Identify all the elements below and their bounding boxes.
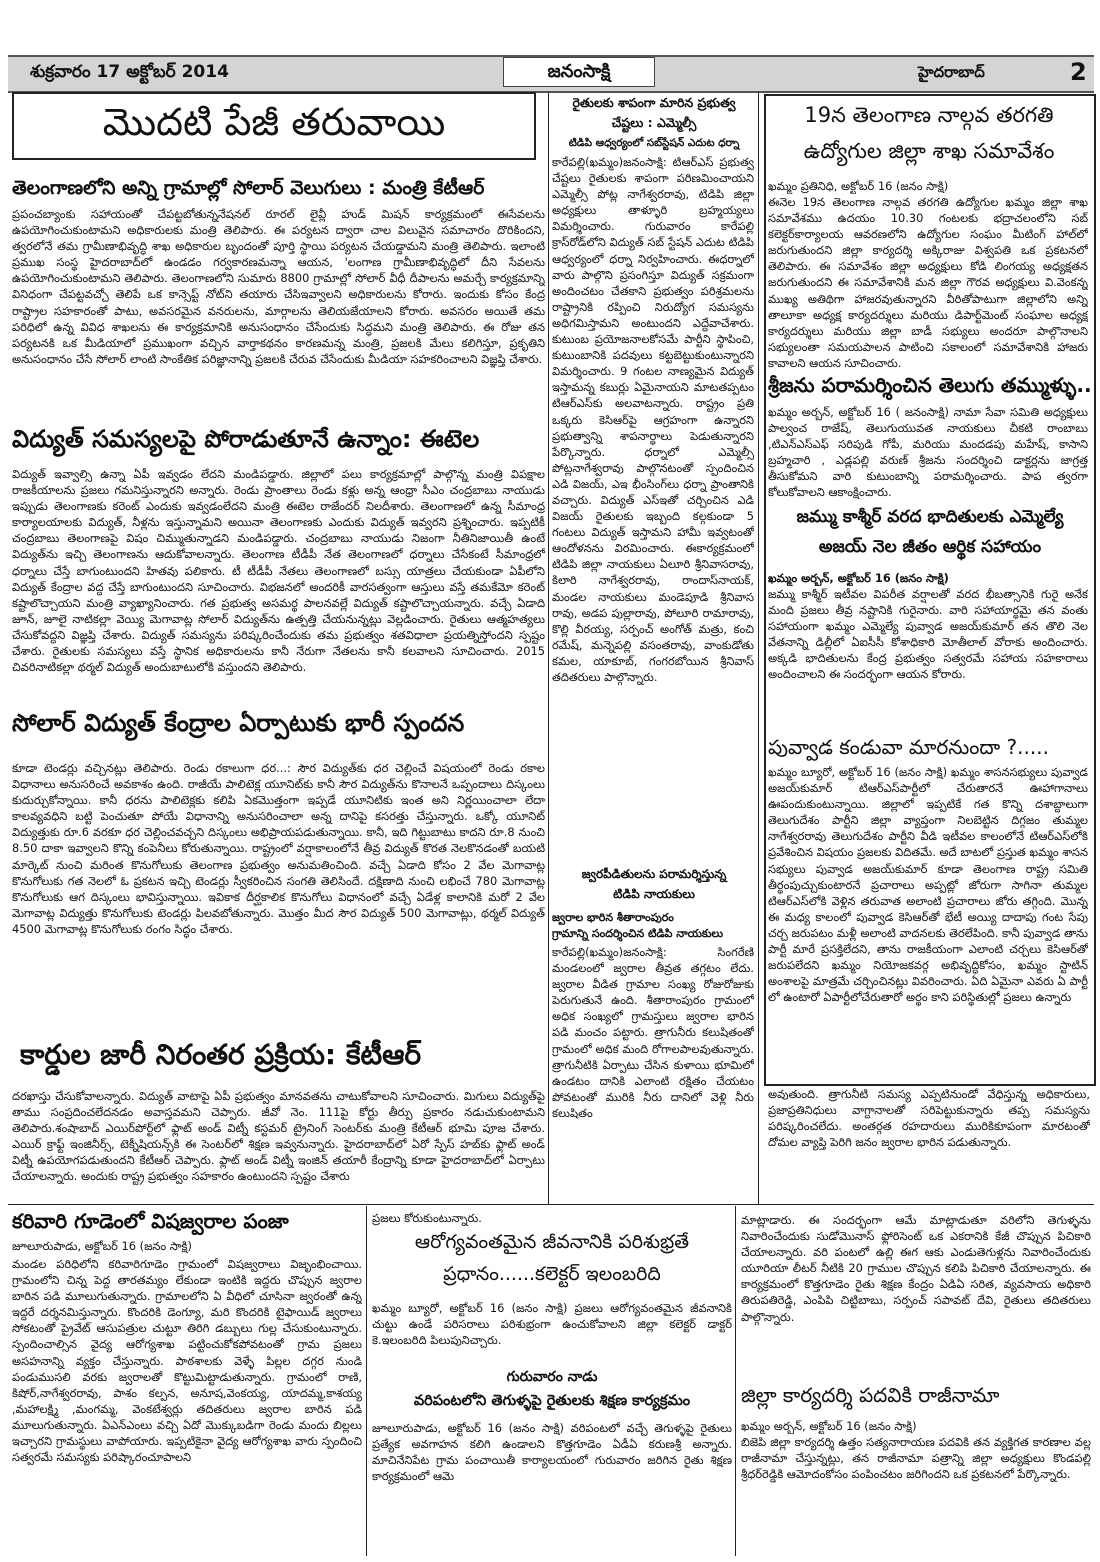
article-body: ప్రపంచబ్యాంకు సహాయంతో చేపట్టబోతున్ననేషనల్ రూరల్ లైవ్లీ హుడ్ మిషన్ కార్యక్రమంలో ఈసేవలను ఉపయోగించుకుంటామని అధికారులకు మంత్రి తెలిపారు. ఈ పర్యటన ద్వారా చాల విలువైన సమాచారం దొరికిందని, త్వరలోనే తమ గ్రామీణాభివృద్ధి శాఖ అధికారుల బృందంతో పూర్తి స్థాయి పర్యటన చేయడ్డామని మంత్రి తెలిపారు. ఇలాంటి ప్రముఖ సంస్థ హైదరాబాద్‌లో ఉండడం గర్వకారణమన్నా ఆయన, 'లంగాణ గ్రామీణాభివృద్ధిలో దీని సేవలను ఉపయోగించుకుంటామని తెలిపారు. తెలంగాణలోని సుమారు 8800 గ్రామాల్లో సోలార్ వీధీ దీపాలను అమర్చే కార్యక్రమాన్ని వినిధంగా చేపట్టవచ్చో తెలిపే ఒక కాన్సెప్ట్ నోట్‌ని తయారు చేసిఇవ్వాలని అధికారులను కోరారు. ఇందుకు కోసం కేంద్ర రాష్ట్రాల సహకారంతో పాటు, అవసరమైన వనరులను, మార్గాలను తెలియజేయాలని కోరారు. అవసరం అయితే తమ పరిధిలో ఉన్న వివిధ శాఖలను ఈ కార్యక్రమానికి అనుసంధానం చేసేందుకు సిద్ధమని మంత్రి తెలిపారు. ఈ రోజు తన పర్యటనకి ఒక మీడియాలో ప్రముఖంగా వచ్చిన వార్తాకథనం కారణమన్న మంత్రి, ప్రజలకి మేలు కలిగిస్తూ, ప్రకృతిని అనుసంధానం చేసే సోలార్ లాంటి సాంకేతిక పరిజ్ఞానాన్ని ప్రజలకి చేరువ చేసేందుకు మీడియా సహకరించాలని విజ్ఞప్తి చేశారు. [12,207,545,366]
article-body: ప్రజలు కోరుకుంటున్నారు. [372,1211,482,1225]
article-body: విద్యుత్ ఇవ్వాల్సి ఉన్నా ఏపీ ఇవ్వడం లేదని మండిపడ్డారు. జిల్లాలో పలు కార్యక్రమాల్లో పాల్గొన్న మంత్రి విపక్షాల రాజకీయాలను ప్రజలు గమనిస్తున్నారని అన్నారు. రెండు ప్రాంతాలు రెండు కళ్లు అన్న ఆంధ్రా సీఎం చంద్రబాబు నాయుడు ఇప్పుడు తెలంగాణకు కరెంట్ ఎందుకు ఇవ్వడంలేదని మంత్రి ఈటెల రాజేందర్ నిలదీశారు. తెలంగాణలో ఉన్న సీమాంధ్ర కార్యాలయాలకు విద్యుత్, నీళ్లను ఇస్తున్నామని అయినా తెలంగాణకు ఎందుకు విద్యుత్ ఇవ్వరని ప్రశ్నించారు. ఇప్పటికీ చంద్రబాబు తెలంగాణపై విషం చిమ్ముతున్నాడని మండిపడ్డారు. చంద్రబాబు నాయుడు నిజంగా నీతినిజాయితీ ఉంటే విద్యుత్‌ను ఇచ్చి తెలంగాణను ఆదుకోవాలన్నారు. తెలంగాణ టీడీపీ నేత తెలంగాణలో ధర్నాలు చేసేకంటే సీమాంధ్రలో ధర్నాలు చేస్తే బాగుంటుందని హితవు పలికారు. టీ టీడీపీ నేతలు తెలంగాణలో బస్సు యాత్రలు చేయకుండా ఏపీలోని విద్యుత్ కేంద్రాల వద్ద చేస్తే బాగుంటుందని సూచించారు. విభజనలో అందరికీ వారసత్వంగా ఆస్తులు వస్తే తమకేమో కరెంట్ కష్టాలొచ్చాయని మంత్రి వ్యాఖ్యానించారు. గత ప్రభుత్వ అసమర్థ పాలనవల్లే విద్యుత్ కష్టాలొచ్చాయన్నారు. వచ్చే ఏడాది జూన్, జూలై నాటికల్లా వెయ్యి మెగావాట్ల సోలార్ విద్యుత్‌ను ఉత్పత్తి చేయనున్నట్లు వెల్లడించారు. రైతులు ఆత్మహత్యలు చేసుకోవద్దని విజ్ఞప్తి చేశారు. విద్యుత్ సమస్యను పరిష్కరించేందుకు తమ ప్రభుత్వం శతవిధాలా ప్రయత్నిస్తోందని స్పష్టం చేశారు. రైతులకు సమస్యలు వస్తే స్థానిక అధికారులను కానీ నేరుగా నేతలను కానీ కలవాలని సూచించారు. 2015 చివరినాటికల్లా థర్మల్ విద్యుత్ అందుబాటులోకి వస్తుందని తెలిపారు. [12,467,545,675]
article-subhead: జ్వరాల భారిన శీతారాంపురం [552,911,674,924]
issue-date: శుక్రవారం 17 అక్టోబర్ 2014 [30,62,229,82]
article-headline: జిల్లా కార్యదర్శి పదవికి రాజీనామా [741,1383,1000,1407]
column-rule [548,92,549,1204]
article-body: జూలూరుపాడు, అక్టోబర్ 16 (జనం సాక్షి) వరిపంటలో వచ్చే తెగుళ్ళపై రైతులు ప్రత్యేక అవగాహన కలిగి ఉండాలని కొత్తగూడెం ఏడీఏ కరుణశ్రీ అన్నారు. మాచినేనిపేట గ్రామ పంచాయితీ కార్యాలయంలో గురువారం జరిగిన రైతు శిక్షణ కార్యక్రమంలో ఆమె [372,1421,732,1484]
page-number: 2 [1070,58,1087,86]
article-headline: రైతులకు శాపంగా మారిన ప్రభుత్వ [572,95,736,110]
article-headline: జమ్ము కాశ్మీర్ వరద భాదితులకు ఎమ్మెల్యే [796,507,1064,527]
article-body: కూడా టెండర్లు వచ్చినట్లు తెలిపారు. రెండు రకాలుగా ధర...: సౌర విద్యుత్‌కు ధర చెల్లించే విషయంలో రెండు రకాల విధానాలు అనుసరించే అవకాశం ఉంది. రాజీయే పాలిటెక్ల యూనిట్‌కు కానీ సౌర విద్యుత్‌ను కొనాలనే ఒప్పందాలు దిస్కంలు కుదుర్చుకోన్నాయి. కానీ ధరను పాలిటెక్లకు కలిపి ఏకమొత్తంగా ఇప్పడే యూనిటికు ఇంత అని నిర్ణయించాలా లేదా కాలవ్యవధిని బట్టి పెంచుతూ పోయే విధానాన్ని అనుసరించాలా అన్న దానిపై కసరత్తు చేస్తున్నారు. ఒక్కో యూనిట్ విద్యుత్తుకు రూ.6 వరకూ ధర చెల్లించవచ్చని దిస్కంలు అభిప్రాయపడుతున్నాయి. కానీ, ఇది గిట్టుబాటు కాదని రూ.8 నుంచి 8.50 దాకా ఇవ్వాలని కొన్ని కంపెనీలు కోరుతున్నాయి. రాష్ట్రంలో వర్షాకాలంలోనే తీవ్ర విద్యుత్ కొరత నెలకొనడంతో బయటి మార్కెట్ నుంచి మరింత కొనుగోలుకు తెలంగాణ ప్రభుత్వం అనుమతించింది. వచ్చే ఏడాది కోసం 2 వేల మెగావాట్ల కొనుగోలుకు గత నెలలో ఓ ప్రకటన ఇచ్చి టెండర్లు స్వీకరించిన సంగతి తెలిసిందే. దక్షిణాది నుంచి లభించే 780 మెగావాట్ల కొనుగోలుకు ఆగ దిస్కంలు భావిస్తున్నాయి. ఇవికాక దీర్ఘకాలిక కొనుగోలు విధానంలో వచ్చే ఏడేళ్ల కాలానికి మరో 2 వేల మెగావాట్ల విద్యుత్తు కొనుగోలుకు టెండర్లు పిలవబోతున్నారు. మొత్తం మీద సౌర విద్యుత్ 500 మెగావాట్లు, థర్మల్ విద్యుత్ 4500 మెగావాట్ల కొనుగోలుకు రంగం సిద్ధం చేశారు. [12,761,545,936]
article-headline: అజయ్ నెల జీతం ఆర్థిక సహాయం [818,537,1042,557]
column-rule [366,1206,367,1556]
article-headline: ఉద్యోగుల జిల్లా శాఖ సమావేశం [803,139,1055,163]
article-headline: సోలార్ విద్యుత్ కేంద్రాల ఏర్పాటుకు భారీ స్పందన [12,709,465,737]
article-headline: గురువారం నాడు [506,1369,598,1385]
article-body: ఖమ్మం బ్యూరో, అక్టోబర్ 16 (జనం సాక్షి) ప్రజలు ఆరోగ్యవంతమైన జీవనానికి చుట్టు ఉండే పరిసరాలు పరిశుభ్రంగా ఉంచుకోవాలని జిల్లా కలెక్టర్ డాక్టర్ కె.ఇలంబరిది పిలుపునిచ్చారు. [372,1301,732,1348]
article-headline: టిడిపి నాయకులు [613,887,695,901]
article-body: ఖమ్మం అర్బన్, అక్టోబర్ 16 ( జనంసాక్షి) నామా సేవా సమితి అధ్యక్షులు పాల్వంచ రాజేష్, తెలుగుయువత నాయకులు చీకటి రాంబాబు ,టిఎన్ఎస్ఎఫ్ సరిపుడి గోపీ, మరియు మందడపు మహేష్, కాసాని బ్రహ్మచారి , ఎడ్లపల్లి వరుణ్ శ్రీజను సందర్శించి డాక్టర్లను జాగ్రత్త తీసుకోమని వారి కుటుంబాన్ని పరామర్శించారు. పాప త్వరగా కోలుకోవాలని ఆకాంక్షించారు. [768,405,1088,500]
article-body: ఈనెల 19న తెలంగాణ నాల్గవ తరగతి ఉద్యోగుల ఖమ్మం జిల్లా శాఖ సమావేశము ఉదయం 10.30 గంటలకు భద్రాచలంలోని సబ్ కలెక్టర్‌కార్యాలయ ఆవరణలోని ఉద్యోగుల సంఘం మీటింగ్ హాల్‌లో జరుగుతుందని జిల్లా కార్యదర్శి అక్కిరాజు విశ్వపతి ఒక ప్రకటనలో తెలిపారు. ఈ సమావేశం జిల్లా అధ్యక్షులు కోడి లింగయ్య అధ్యక్షతన జరుగుతుందని ఈ సమావేశానికి మన జిల్లా గౌరవ అధ్యక్షులు వి.వెంకన్న ముఖ్య అతిథిగా హాజరవుతున్నారని వీరితోపాటుగా జిల్లాలోని అన్ని తాలూకా అధ్యక్ష కార్యదర్శులు మరియు డిపార్ట్‌మెంట్ సంఘాల అధ్యక్ష కార్యదర్శులు మరియు జిల్లా బాడీ సభ్యులు అందరూ పాల్గొనాలని సభ్యులంతా సమయపాలన పాటించి సకాలంలో సమావేశానికి హాజరు కావాలని ఆయన సూచించారు. [768,195,1088,370]
column-rule [735,1206,736,1556]
article-headline: చేష్టలు : ఎమ్మెల్సీ [611,115,697,130]
article-headline: ప్రధానం......కలెక్టర్ ఇలంబరిది [443,1263,661,1285]
article-body: జమ్ము కాశ్మీర్ ఇటీవల విపరీత వర్షాలతో వరద భీబత్సానికి గురై అనేక మంది ప్రజలు తీవ్ర నష్టానికి గురైనారు. వారి సహాయార్థమై తన వంతు సహాయంగా ఖమ్మం ఎమ్మెల్యే పువ్వాడ అజయ్‌కుమార్ తన తొలి నెల వేతనాన్ని డిల్లీలో ఏఐసీసీ కోశాధికారి మోతీలాల్ వోరాకు అందించారు. అక్కడి భాదితులను కేంద్ర ప్రభుత్వం సత్వరమే సహాయ సహకారాలు అందించాలని ఈ సందర్భంగా ఆయన కోరారు. [768,587,1088,682]
article-headline: ఆరోగ్యవంతమైన జీవనానికి పరిశుభ్రతే [414,1231,690,1253]
article-dateline: ఖమ్మం అర్బన్, అక్టోబర్ 16 (జనం సాక్షి) [741,1419,917,1433]
article-dateline: ఖమ్మం అర్బన్, అక్టోబర్ 16 (జనం సాక్షి) [768,571,949,585]
article-headline: విద్యుత్ సమస్యలపై పోరాడుతూనే ఉన్నాం: ఈటెల [12,425,480,453]
article-body: ఖమ్మం బ్యూరో, అక్టోబర్ 16 (జనం సాక్షి) ఖమ్మం శాసనసభ్యులు పువ్వాడ అజయ్‌కుమార్ టిఆర్ఎస్‌పార్టీలో చేరుతారనే ఊహాగానాలు ఊపందుకుంటున్నాయి. జిల్లాలో ఇప్పటికే గత కొన్ని దశాబ్దాలుగా తెలుగుదేశం పార్టీని జిల్లా వ్యాప్తంగా నిలబెట్టిన దిగ్గజం తుమ్మల నాగేశ్వరరావు తెలుగుదేశం పార్టీని వీడి ఇటీవల కాలంలోనే టిఆర్ఎస్‌లోకి ప్రవేశించిన విషయం ప్రజలకు విదితమే. అదే బాటలో ప్రస్తుత ఖమ్మం శాసన సభ్యులు పువ్వాడ అజయ్‌కుమార్ కూడా తెలంగాణ రాష్ట్ర సమితి తీర్థంపుచ్చుకుంటారనే ప్రచారాలు అప్పట్లో జోరుగా సాగినా తుమ్మల టిఆర్ఎస్‌లోకి వెళ్లిన తరువాత అలాంటి ప్రచారాలు జోరు తగ్గింది. మొన్న ఈ మధ్య కాలంలో పువ్వాడ కెసిఆర్‌తో భేటీ అయ్యి దాదాపు గంట సేపు చర్చ జరుపటం మళ్లీ అలాంటి వాదనలకు తెరలేపింది. కానీ పువ్వాడ తాను పార్టీ మారే ప్రసక్తిలేదని, తాను రాజకీయంగా ఎలాంటి చర్చలు కెసిఆర్‌తో జరుపలేదని ఖమ్మం నియోజకవర్గ అభివృద్ధికోసం, ఖమ్మం స్టాటిన్ అంశాలపై మాత్రమే చర్చించినట్లు వివరించారు. ఏది ఏమైనా ఎవరు ఏ పార్టీ లో ఉంటారో ఏపార్టీలోచేరుతారో అర్థం కాని పరిస్థితుల్లో ప్రజలు ఉన్నారు [768,765,1088,1005]
section-title: మొదటి పేజీ తరువాయి [102,100,446,144]
article-headline: పువ్వాడ కండువా మారనుందా ?..... [768,735,1049,759]
article-dateline: జూలూరుపాడు, అక్టోబర్ 16 (జనం సాక్షి) [12,1239,192,1253]
article-body: కారేపల్లి(ఖమ్మం)జనంసాక్షి: టిఆర్ఎస్ ప్రభుత్వ చేష్టలు రైతులకు శాపంగా పరిణమించాయని ఎమ్మెల్సీ పోట్ల నాగేశ్వరరావు, టిడిపి జిల్లా అధ్యక్షులు తాళ్ళూరి బ్రహ్మయ్యలు విమర్శించారు. గురువారం కారేపల్లి క్రాస్‌రోడ్‌లోని విద్యుత్ సబ్ స్టేషన్ ఎదుట టిడిపి ఆధ్వర్యంలో ధర్నా నిర్వహించారు. ఈధర్నాలో వారు పాల్గొని ప్రసంగిస్తూ విద్యుత్ సక్రమంగా అందించటం చేతకాని ప్రభుత్వం పరిశ్రమలను రాష్ట్రానికి రప్పించి నిరుద్యోగ సమస్యను అధిగమిస్తామని అంటుందని ఎద్దేవాచేశారు. కుటుంబ ప్రయోజనాలకోసమే పార్టీని స్థాపించి, కుటుంబానికి పదవులు కట్టబెట్టుకుంటున్నారని విమర్శించారు. 9 గంటల నాణ్యమైన విద్యుత్ ఇస్తామన్న కబుర్లు ఏమైనాయని మాటతప్పటం టిఆర్ఎస్‌కు అలవాటన్నారు. రాష్ట్రం ప్రతి ఒక్కరు కెసిఆర్‌పై ఆగ్రహంగా ఉన్నారని ప్రభుత్వాన్ని శాపనార్థాలు పెడుతున్నారని పేర్కొన్నారు. ధర్నాలో ఎమ్మెల్సీ పోట్లనాగేశ్వరావు పాల్గొనటంతో స్పందించిన ఎడి విజయ్, ఎఇ భీంసింగ్‌లు ధర్నా ప్రాంతానికి వచ్చారు. విద్యుత్ ఎస్ఇతో చర్చించిన ఎడి విజయ్ రైతులకు ఇబ్బంది కల్గకుండా 5 గంటలు విద్యుత్ ఇస్తామని హామీ ఇవ్వటంతో ఆందోళనను విరమించారు. ఈకార్యక్రమంలో టిడిపి జిల్లా నాయకులు ఏలూరి శ్రీనివాసరావు, కిలారి నాగేశ్వరరావు, రాందాస్‌నాయక్, మండల నాయకులు మండెపూడి శ్రీనివాస రావు, అడప పుల్లారావు, పోలూరి రామారావు, కొల్లి వీరయ్య, సర్పంచ్ అంగోత్ మత్రు, కంచి రమేష్, మన్నెపల్లి వసంతరావు, వాంకుడోతు కమల, యాకూబ్, గంగరబోయిన శ్రీనివాస్ తదితరులు పాల్గొన్నారు. [552,155,754,684]
article-body: కారేపల్లి(ఖమ్మం)జనంసాక్షి: సింగరేణి మండలంలో జ్వరాల తీవ్రత తగ్గటం లేదు. జ్వరాల వీడిత గ్రామాల సంఖ్య రోజురోజుకు పెరుగుతునే ఉంది. శీతారాంపురం గ్రామంలో అధిక సంఖ్యలో గ్రామస్తులు జ్వరాల భారిన పడి మంచం పట్టారు. త్రాగునీరు కలుషితంతో గ్రామంలో అధిక మంది రోగాలపాలవుతున్నారు. త్రాగునీటికి ఏర్పాటు చేసిన కుళాయి భూమిలో ఉండటం దానికి ఎలాంటి రక్షితం చేయటం పోవటంతో మురికి నీరు దానిలో వెళ్లి నీరు కలుషితం [552,945,754,1120]
article-body: దరఖాస్తు చేసుకోవాలన్నారు. విద్యుత్ వాటాపై ఏపీ ప్రభుత్వం మానవతను చాటుకోవాలని సూచించారు. మిగులు విద్యుత్‌పై తాము సంప్రదించలేదనడం అవాస్తవమని చెప్పారు. జీవో నెం. 111పై కోర్టు తీర్పు ప్రకారం నడుచుకుంటామని తెలిపారు.శంషాబాద్ ఎయిర్‌పోర్ట్‌లో ఫ్లాట్ అండ్ విట్నీ కస్టమర్ ట్రైనింగ్ సెంటర్‌కు మంత్రి కేటీఆర్ భూమి పూజ చేశారు. ఎయిర్ క్రాఫ్ట్ ఇంజినీర్స్, టెక్నీషియన్స్‌కి ఈ సెంటర్‌లో శిక్షణ ఇవ్వనున్నారు. హైదరాబాద్‌లో ఏరో స్పేస్ హబ్‌కు ఫ్లాట్ అండ్ విట్నీ ఉపయోగపడుతుందని కేటీఆర్ చెప్పారు. ఫ్లాట్ అండ్ విట్నీ ఇంజిన్ తయారీ కేంద్రాన్ని కూడా హైదరాబాద్‌లో ఏర్పాటు చేయాలన్నారు. అందుకు రాష్ట్ర ప్రభుత్వం సహకారం ఉంటుందని స్పష్టం చేశారు [12,1089,545,1184]
article-dateline: ఖమ్మం ప్రతినిధి, అక్టోబర్ 16 (జనం సాక్షి) [768,179,949,193]
article-headline: కార్డుల జారీ నిరంతర ప్రక్రియ: కేటీఆర్ [20,1038,422,1071]
edition-city: హైదరాబాద్ [918,63,985,81]
horizontal-rule [8,1204,1094,1205]
article-headline: వరిపంటలోని తెగుళ్ళపై రైతులకు శిక్షణ కార్యక్రమం [413,1393,691,1409]
article-body: అవుతుంది. త్రాగునీటి సమస్య ఎప్పటినుండో వేధిస్తున్న అధికారులు, ప్రజాప్రతినిధులు వాగ్దానాలతో సరిపెట్టుకున్నారు తప్ప సమస్యను పరిష్కరించలేదు. అంతర్గత రహదారులు మురికికూపంగా మారటంతో దోమల వ్యాప్తి పెరిగి జనం జ్వరాల భారిన పడుతున్నారు. [768,1087,1090,1150]
article-body: బిజెపి జిల్లా కార్యదర్శి ఉత్తం సత్యనారాయణ పదవికి తన వ్యక్తిగత కారణాల వల్ల రాజీనామా చేస్తున్నట్లు, తన రాజీనామా పత్రాన్ని జిల్లా అధ్యక్షులు కొండపల్లి శ్రీధర్‌రెడ్డికి ఆమోదంకోసం పంపించటం జరిగిందని ఒక ప్రకటనలో పేర్కొన్నారు. [741,1435,1091,1482]
article-headline: కరివారి గూడెంలో విషజ్వరాల పంజా [12,1209,289,1233]
article-body: మండల పరిధిలోని కరివారిగూడెం గ్రామంలో విషజ్వరాలు విజృంభించాయి. గ్రామంలోని చిన్న పెద్ద తారతమ్యం లేకుండా ఇంటికి ఇద్దరు చొప్పున జ్వరాల బారిన పడి మూలుగుతున్నారు. గ్రామాలలోని ఏ వీధిలో చూసినా జ్వరంతో ఉన్న ఇద్దరే దర్శనమిస్తున్నారు. కొందరికి డెంగ్యూ, మరి కొందరికి టైఫాయిడ్ జ్వరాలు సోకటంతో ప్రైవేట్ ఆసుపత్రుల చుట్టూ తిరిగి డబ్బులు గుల్ల చేసుకుంటున్నారు. స్పందించాల్సిన వైద్య ఆరోగ్యశాఖ పట్టించుకోకపోవటంతో గ్రామ ప్రజలు అసహనాన్ని వ్యక్తం చేస్తున్నారు. పాఠశాలకు వెళ్ళే పిల్లల దగ్గర నుండి పండుముసలి వరకు జ్వరాలతో కొట్టుమిట్టాడుతున్నారు. గ్రామంలో రాణి, కిషోర్,నాగేశ్వరరావు, పాశం కల్పన, అనూష,వెంకయ్య, యాదమ్మ,కాశయ్య ,మహాలక్ష్మి ,మంగమ్మ, వెంకటేశ్వర్లు తదితరులు జ్వరాల బారిన పడి మూలుగుతున్నారు. ఏఎన్ఎంలు వచ్చి ఏదో మొక్కుబడిగా రెండు మందు బిల్లలు ఇచ్చారని గ్రామస్థులు వాపోయారు. ఇప్పటికైనా వైద్య ఆరోగ్యశాఖ వారు స్పందించి సత్వరమే సమస్యకు పరిష్కారంచూపాలని [12,1257,362,1465]
section-title-box [12,92,536,160]
newspaper-logo: జనంసాక్షి [503,57,655,87]
article-subhead: గ్రామాన్ని సందర్శించిన టిడిపి నాయకులు [552,927,724,940]
article-headline: 19న తెలంగాణ నాల్గవ తరగతి [804,103,1054,127]
article-subhead: టిడిపి ఆధ్వర్యంలో సబ్‌స్టేషన్ ఎదుట ధర్నా [568,137,740,149]
article-headline: శ్రీజను పరామర్శించిన తెలుగు తమ్ముళ్ళు.. [768,373,1092,397]
masthead-bar [8,55,1094,93]
article-headline: జ్వరపీడితులను పరామర్శిస్తున్న [581,867,727,881]
article-body: మాట్లాడారు. ఈ సందర్భంగా ఆమే మాట్లాడుతూ వరిలోని తెగుళ్ళను నివారించేందుకు సుడోమొనాస్ ఫ్లోరిసెంట్ ఒక ఎకరానికి కేజీ చొప్పున పిచికారి చేయాలన్నారు. వరి పంటలో ఉల్లి ఈగ ఆకు ఎండుతెగుళ్లను నివారించేందుకు యూరియా లీటర్ నీటికి 20 గ్రాముల చొప్పున కలిపి పిచికారి చేయాలన్నారు. ఈ కార్యక్రమంలో కొత్తగూడెం రైతు శిక్షణ కేంద్రం ఏడిఏ సరిత, వ్యవసాయ అధికారి తిరుపతిరెడ్డి, ఎంపిపి చిట్టిబాబు, సర్పంచ్ సపావట్ దేవి, రైతులు తదితరులు పాల్గొన్నారు. [741,1213,1091,1324]
article-headline: తెలంగాణలోని అన్ని గ్రామాల్లో సోలార్ వెలుగులు : మంత్రి కేటీఆర్ [12,177,485,199]
column-rule [758,92,759,1204]
